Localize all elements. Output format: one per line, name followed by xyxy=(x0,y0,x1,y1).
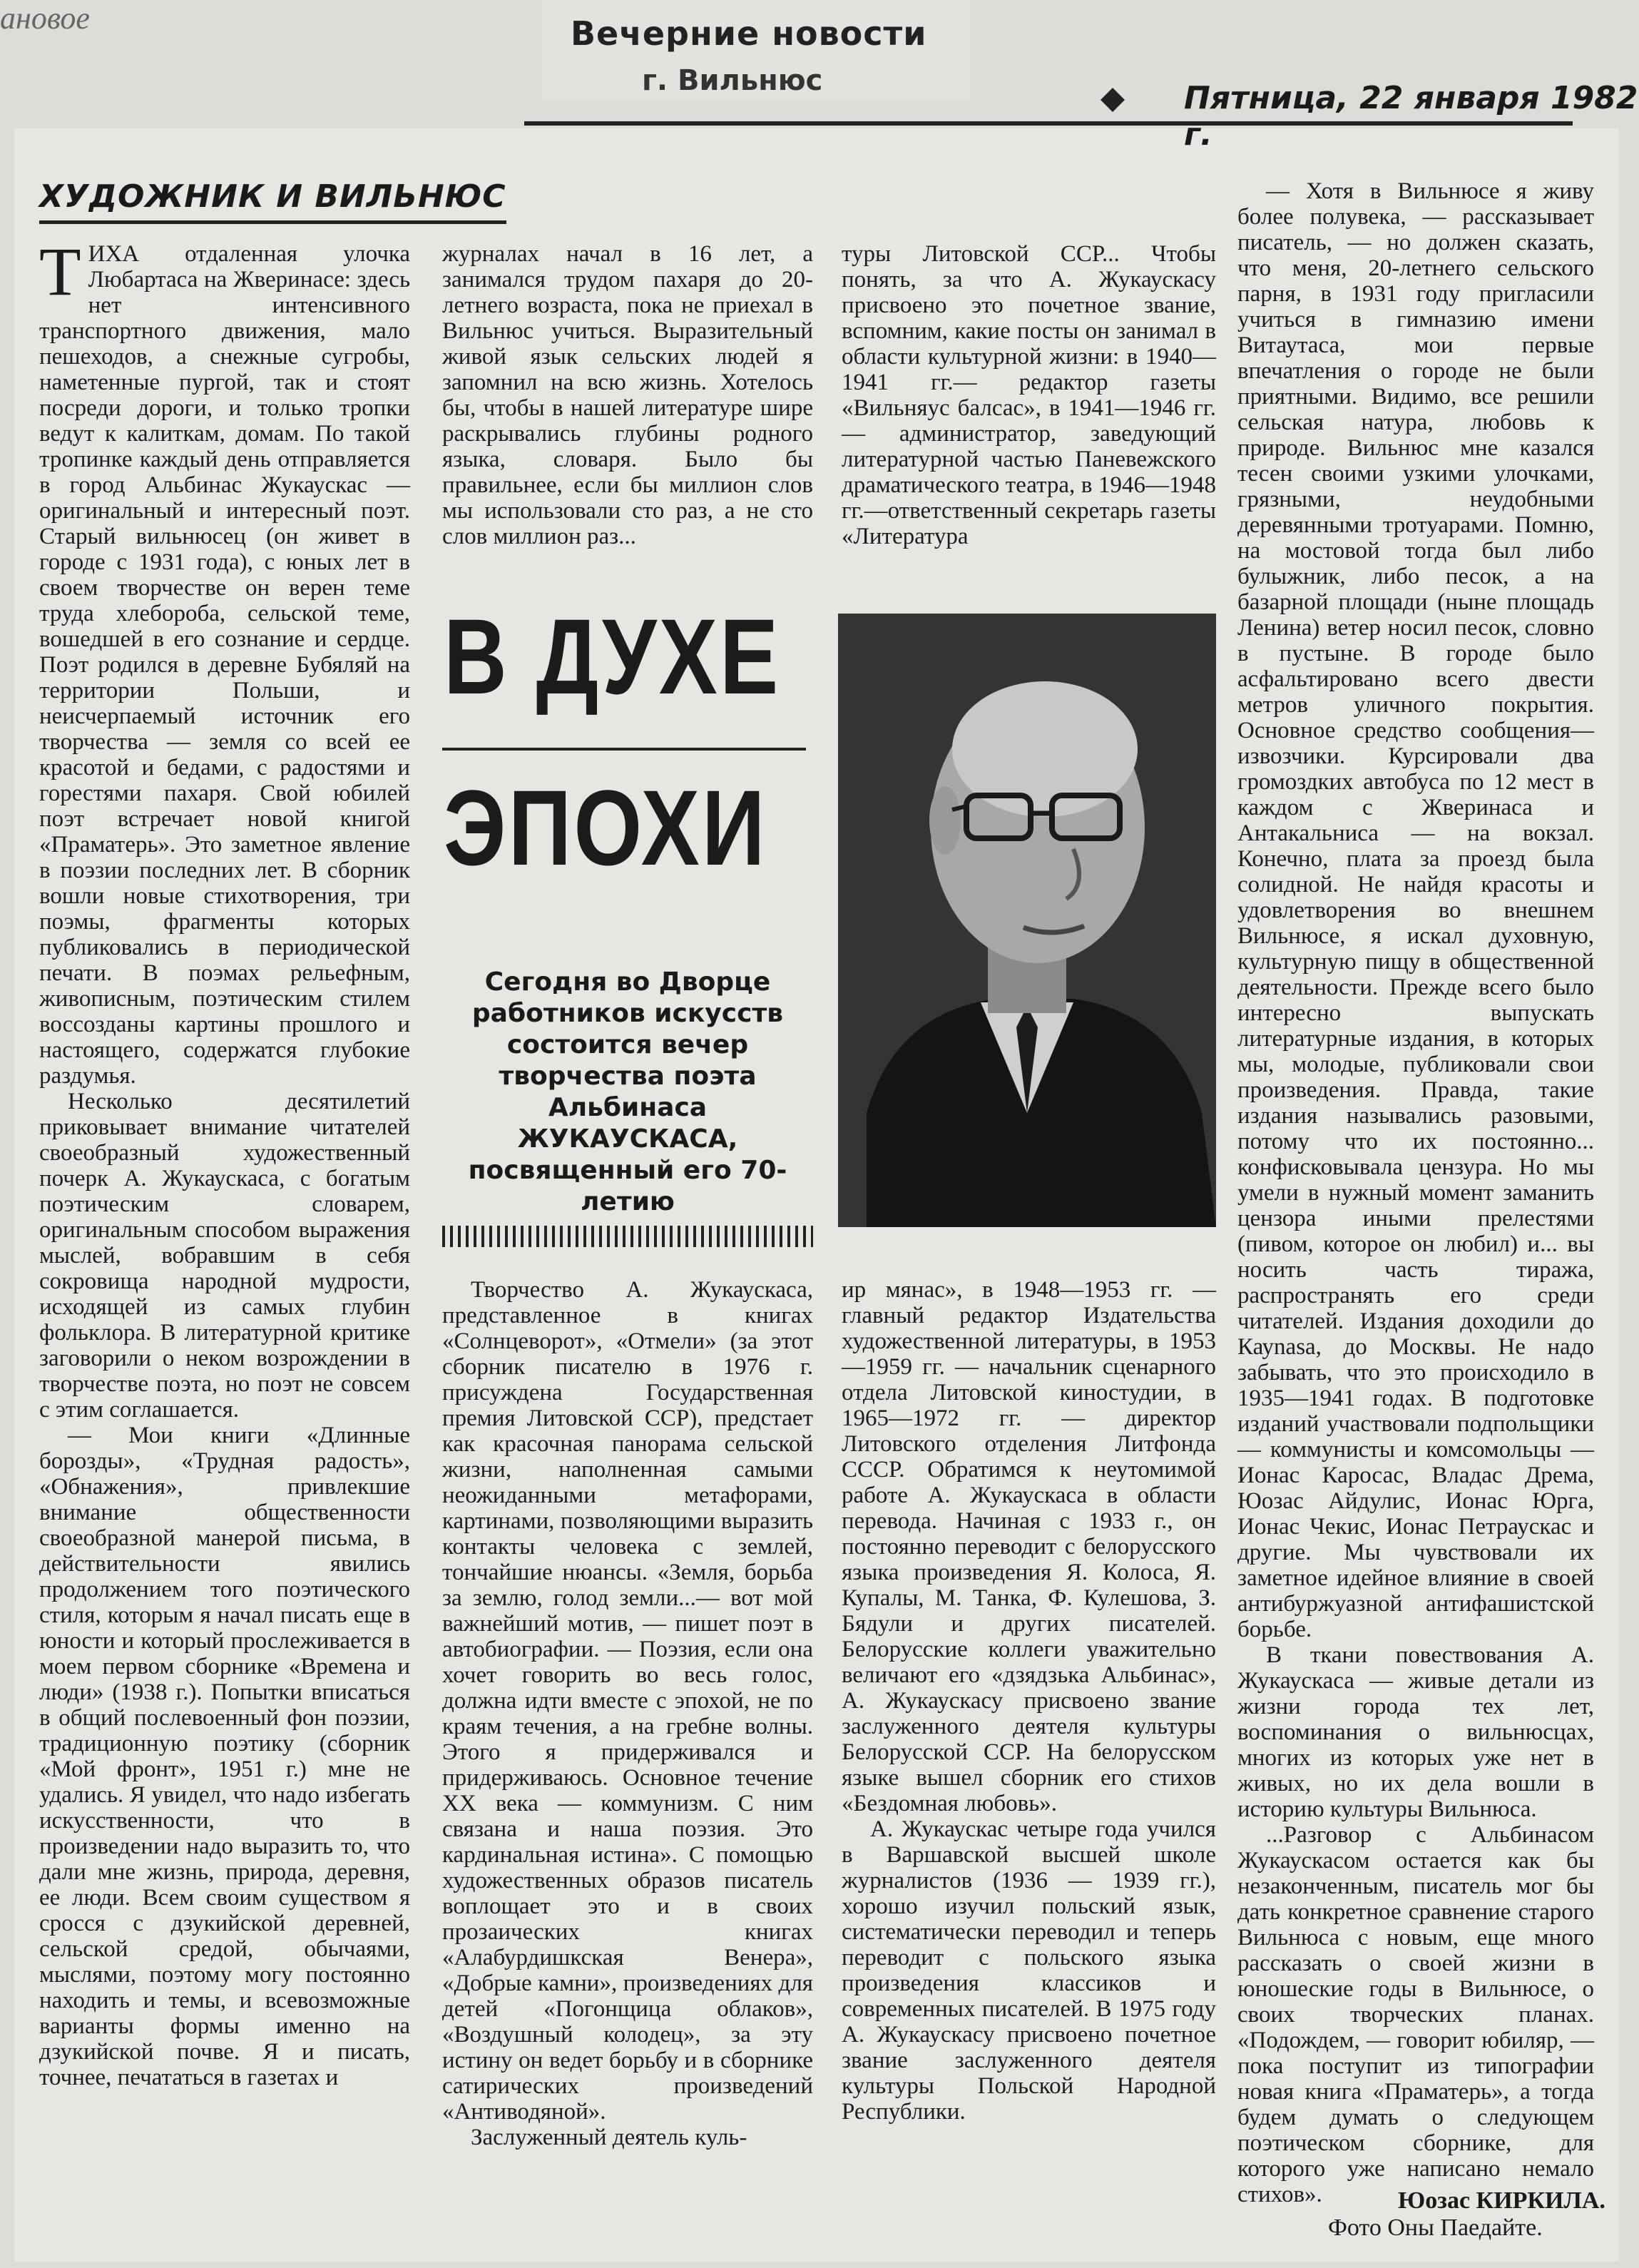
drop-cap: Т xyxy=(39,233,81,310)
issue-date: Пятница, 22 января 1982 г. xyxy=(1184,80,1638,153)
headline-rule xyxy=(442,748,806,751)
author-credit: Юозас КИРКИЛА. xyxy=(1398,2187,1605,2214)
headline-line-2: ЭПОХИ xyxy=(444,768,767,888)
article-column-3-top xyxy=(842,241,1216,576)
section-rubric: ХУДОЖНИК И ВИЛЬНЮС xyxy=(39,178,506,224)
paragraph xyxy=(39,233,410,1089)
portrait-icon xyxy=(838,614,1216,1227)
article-column-2-bottom xyxy=(442,1277,813,2233)
paragraph: В ткани повествования А. Жукаускаса — живые детали из жизни города тех лет, воспоминания о вильнюсцах, многих из которых уже нет в живых, но их дела вошли в историю культуры Вильнюса. xyxy=(1237,1642,1594,1822)
paragraph: туры Литовской ССР... Чтобы понять, за что А. Жукаускасу присвоено это почетное звание, вспомним, какие посты он занимал в области культурной жизни: в 1940—1941 гг.— редактор газеты «Вильняус балсас», в 1941—1946 гг. — администратор, заведующий литературной частью Паневежского драматического театра, в 1946—1948 гг.—ответственный секретарь газеты «Литература xyxy=(842,241,1216,549)
paragraph: Заслуженный деятель куль- xyxy=(471,2125,747,2150)
handwritten-note: ановое xyxy=(0,1,90,36)
paragraph: — Мои книги «Длинные борозды», «Трудная радость», «Обнажения», привлекшие внимание общественности своеобразной манерой письма, в действительности явились продолжением того поэтического стиля, которым я начал писать еще в юности и который прослеживается в моем первом сборнике «Времена и люди» (1938 г.). Попытки вписаться в общий послевоенный фон поэзии, традиционную поэтику (сборник «Мой фронт», 1951 г.) мне не удались. Я увидел, что надо избегать искусственности, что в произведении надо выразить то, что дали мне жизнь, природа, деревня, ее люди. Всем своим существом я сросся с дзукийской деревней, сельской средой, обычаями, мыслями, поэтому могу постоянно находить и темы, и всевозможные варианты формы именно на дзукийской почве. Я и писать, точнее, печататься в газетах и xyxy=(39,1423,410,2090)
author-portrait-photo xyxy=(838,614,1216,1227)
paragraph: Несколько десятилетий приковывает внимание читателей своеобразный художественный почерк А. Жукаускаса, с богатым поэтическим словарем, оригинальным способом выражения мыслей, вобравшим в себя сокровища народной мудрости, исходящей из самых глубин фольклора. В литературной критике заговорили о неком возрождении в творчестве поэта, но поэт не совсем с этим соглашается. xyxy=(39,1089,410,1423)
paragraph: А. Жукаускас четыре года учился в Варшавской высшей школе журналистов (1936 — 1939 гг.), хорошо изучил польский язык, систематически переводил и теперь переводит с польского языка произведения классиков и современных писателей. В 1975 году А. Жукаускасу присвоено почетное звание заслуженного деятеля культуры Польской Народной Республики. xyxy=(842,1816,1216,2125)
newspaper-name-stamp: Вечерние новости xyxy=(571,14,927,53)
paragraph: ...Разговор с Альбинасом Жукаускасом остается как бы незаконченным, писатель мог бы дать конкретное сравнение старого Вильнюса с новым, еще много рассказать о своей жизни в юношеские годы в Вильнюсе, о своих творческих планах. «Подождем, — говорит юбиляр, — пока поступит из типографии новая книга «Праматерь», а тогда будем думать о следующем поэтическом сборнике, для которого уже написано немало стихов». xyxy=(1237,1822,1594,2207)
article-column-2-top xyxy=(442,241,813,576)
photo-credit: Фото Оны Паедайте. xyxy=(1328,2214,1543,2241)
article-column-3-bottom xyxy=(842,1277,1216,2233)
paragraph: — Хотя в Вильнюсе я живу более полувека, — рассказывает писатель, — но должен сказать, что меня, 20-летнего сельского парня, в 1931 году пригласили учиться в гимназию имени Витаутаса, мои первые впечатления о городе не были приятными. Видимо, все решили сельская натура, любовь к природе. Вильнюс мне казался тесен своими узкими улочками, грязными, неудобными деревянными тротуарами. Помню, на мостовой тогда был либо булыжник, либо песок, а на базарной площади (ныне площадь Ленина) ветер носил песок, словно в пустыне. В городе было асфальтировано всего двести метров уличного покрытия. Основное средство сообщения—извозчики. Курсировали два громоздких автобуса по 12 мест в каждом с Жверинаса и Антакальниса — на вокзал. Конечно, плата за проезд была солидной. Не найдя красоты и удовлетворения во внешнем Вильнюсе, я искал духовную, культурную пищу в общественной деятельности. Прежде всего было интересно выпускать литературные издания, в которых мы, молодые, публиковали свои произведения. Правда, такие издания назывались разовыми, потому что их постоянно... конфисковывала цензура. Но мы умели в нужный момент заманить цензора иными прелестями (пивом, которое он любил) и... вы носить часть тиража, распространять его среди читателей. Издания доходили до Кауnasа, до Москвы. Не надо забывать, что это происходило в 1935—1941 годах. В подготовке изданий участвовали подпольщики — коммунисты и комсомольцы — Ионас Каросас, Владас Дрема, Юозас Айдулис, Ионас Юрга, Ионас Чекис, Ионас Петраускас и другие. Мы чувствовали их заметное идейное влияние в своей антибуржуазной антифашистской борьбе. xyxy=(1237,178,1594,1642)
article-lead: Сегодня во Дворце работников искусств состоится вечер творчества поэта Альбинаса ЖУКАУСКАСА, посвященный его 70-летию xyxy=(468,967,787,1216)
paragraph: ир мянас», в 1948—1953 гг. — главный редактор Издательства художественной литературы, в 1953—1959 гг. — начальник сценарного отдела Литовской киностудии, в 1965—1972 гг. — директор Литовского отделения Литфонда СССР. Обратимся к неутомимой работе А. Жукаускаса в области перевода. Начиная с 1933 г., он постоянно переводит с белорусского языка произведения Я. Колоса, Я. Купалы, М. Танка, Ф. Кулешова, З. Бядули и других писателей. Белорусские коллеги уважительно величают его «дзядзька Альбинас», А. Жукаускасу присвоено звание заслуженного деятеля культуры Белорусской ССР. На белорусском языке вышел сборник его стихов «Бездомная любовь». xyxy=(842,1277,1216,1816)
headline-line-1: В ДУХЕ xyxy=(444,596,781,716)
paragraph-text: ИХА отдаленная улочка Любартаса на Жверинасе: здесь нет интенсивного транспортного движения, мало пешеходов, а снежные сугробы, наметенные пургой, так и стоят посреди дороги, и только тропки ведут к калиткам, домам. По такой тропинке каждый день отправляется в город Альбинас Жукаускас — оригинальный и интересный поэт. Старый вильнюсец (он живет в городе с 1931 года), с юных лет в своем творчестве он верен теме труда хлебороба, сельской теме, вошедшей в его сознание и сердце. Поэт родился в деревне Бубяляй на территории Польши, и неисчерпаемый источник его творчества — земля со всей ее красотой и бедами, с радостями и горестями пахаря. Свой юбилей поэт встречает новой книгой «Праматерь». Это заметное явление в поэзии последних лет. В сборник вошли новые стихотворения, три поэмы, фрагменты которых публиковались в периодической печати. В поэмах рельефным, живописным, поэтическим стилем воссозданы картины прошлого и настоящего, содержатся глубокие раздумья. xyxy=(39,241,410,1089)
city-stamp: г. Вильнюс xyxy=(642,64,823,97)
diamond-ornament-icon xyxy=(1101,88,1125,112)
paragraph: Творчество А. Жукаускаса, представленное в книгах «Солнцеворот», «Отмели» (за этот сборник писателю в 1976 г. присуждена Государственная премия Литовской ССР), предстает как красочная панорама сельской жизни, наполненная самыми неожиданными метафорами, картинами, позволяющими выразить контакты человека с землей, тончайшие нюансы. «Земля, борьба за землю, голод земли...— вот мой важнейший мотив, — пишет поэт в автобиографии. — Поэзия, если она хочет говорить во весь голос, должна идти вместе с эпохой, не по краям течения, а на гребне волны. Этого я придерживался и придерживаюсь. Основное течение XX века — коммунизм. С ним связана и наша поэзия. Это кардинальная истина». С помощью художественных образов писатель воплощает это и в своих прозаических книгах «Алабурдишкская Венера», «Добрые камни», произведениях для детей «Погонщица облаков», «Воздушный колодец», за эту истину он ведет борьбу и в сборнике сатирических произведений «Антиводяной». xyxy=(442,1277,813,2125)
paragraph: журналах начал в 16 лет, а занимался трудом пахаря до 20-летнего возраста, пока не приехал в Вильнюс учиться. Выразительный живой язык сельских людей я запомнил на всю жизнь. Хотелось бы, чтобы в нашей литературе шире раскрывались глубины родного языка, словаря. Было бы правильнее, если бы миллион слов мы использовали сто раз, а не сто слов миллион раз... xyxy=(442,241,813,549)
article-column-1 xyxy=(39,233,410,2239)
decorative-tick-rule xyxy=(442,1226,813,1247)
